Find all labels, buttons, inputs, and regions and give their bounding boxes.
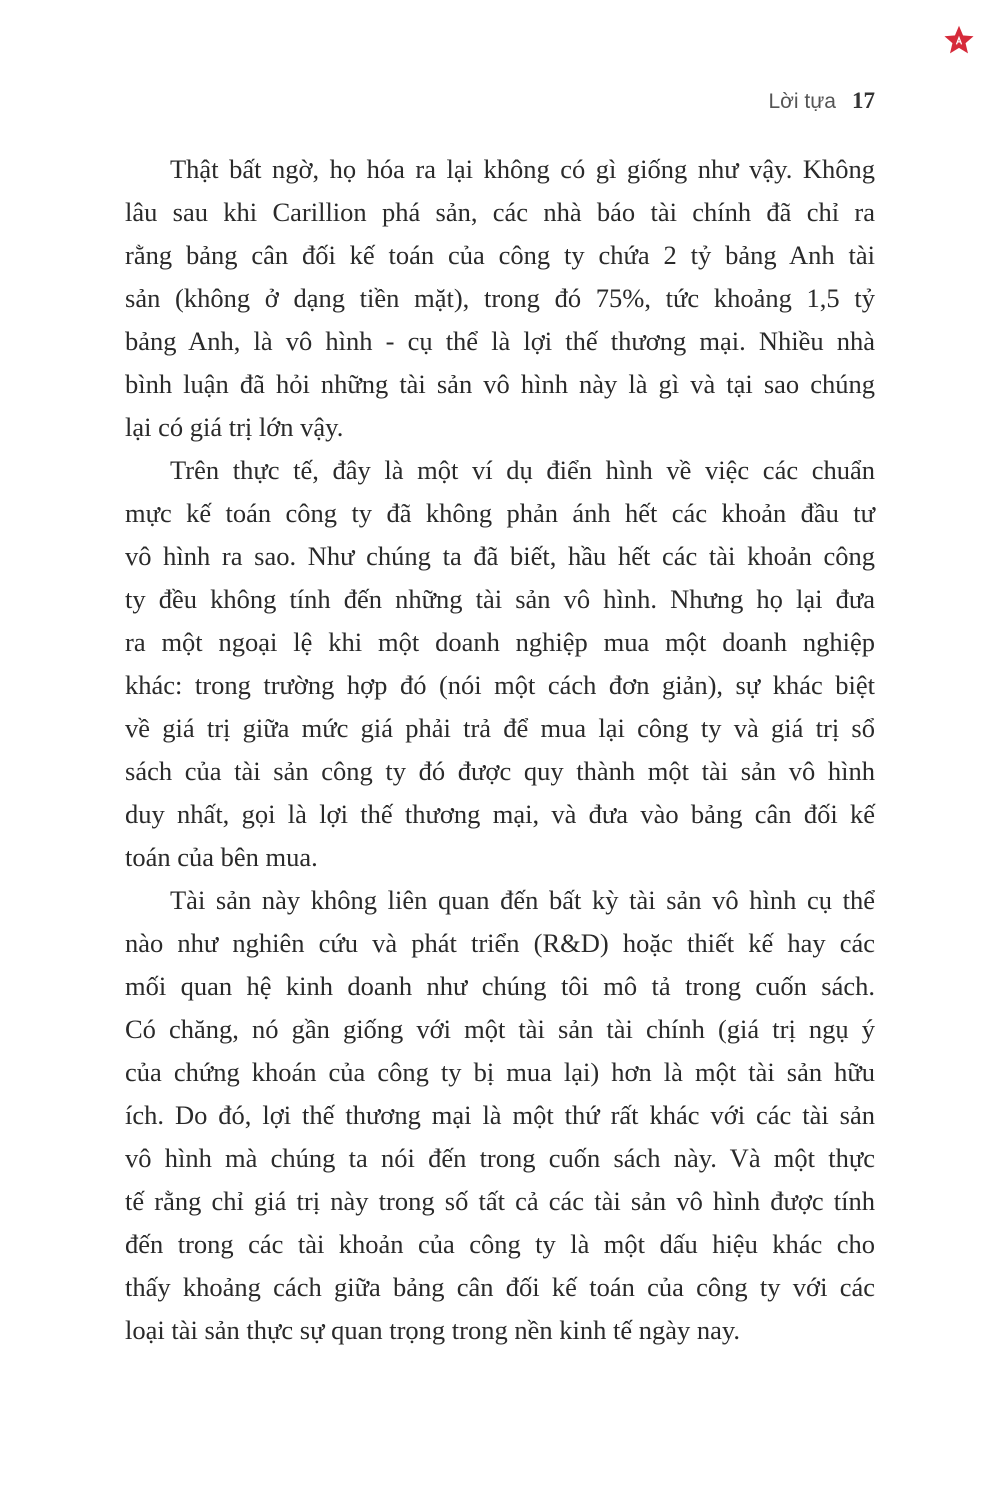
section-title: Lời tựa (768, 90, 836, 113)
text-line: Tài sản này không liên quan đến bất kỳ tài sản vô hình cụ thể (170, 885, 875, 915)
text-line: duy nhất, gọi là lợi thế thương mại, và đưa vào bảng cân đối kế (125, 799, 875, 829)
text-line: vô hình mà chúng ta nói đến trong cuốn sách này. Và một thực (125, 1143, 875, 1173)
paragraph (125, 148, 875, 449)
text-line: lại có giá trị lớn vậy. (125, 412, 344, 442)
text-line: Thật bất ngờ, họ hóa ra lại không có gì giống như vậy. Không (170, 154, 875, 184)
text-line: Trên thực tế, đây là một ví dụ điển hình về việc các chuẩn (170, 455, 875, 485)
text-line: vô hình ra sao. Như chúng ta đã biết, hầu hết các tài khoản công (125, 541, 875, 571)
flower-logo-icon (942, 24, 976, 58)
paragraph (125, 449, 875, 879)
publisher-logo (942, 24, 976, 58)
running-header (768, 88, 875, 114)
text-line: nào như nghiên cứu và phát triển (R&D) hoặc thiết kế hay các (125, 928, 875, 958)
text-line: toán của bên mua. (125, 842, 318, 872)
page-number: 17 (852, 88, 875, 113)
text-line: bảng Anh, là vô hình - cụ thể là lợi thế thương mại. Nhiều nhà (125, 326, 875, 356)
paragraph (125, 879, 875, 1352)
text-line: ty đều không tính đến những tài sản vô hình. Nhưng họ lại đưa (125, 584, 875, 614)
text-line: tế rằng chỉ giá trị này trong số tất cả các tài sản vô hình được tính (125, 1186, 875, 1216)
text-line: ra một ngoại lệ khi một doanh nghiệp mua một doanh nghiệp (125, 627, 875, 657)
text-line: của chứng khoán của công ty bị mua lại) hơn là một tài sản hữu (125, 1057, 875, 1087)
text-line: bình luận đã hỏi những tài sản vô hình này là gì và tại sao chúng (125, 369, 875, 399)
text-line: khác: trong trường hợp đó (nói một cách đơn giản), sự khác biệt (125, 670, 875, 700)
text-line: Có chăng, nó gần giống với một tài sản tài chính (giá trị ngụ ý (125, 1014, 875, 1044)
text-line: mực kế toán công ty đã không phản ánh hết các khoản đầu tư (125, 498, 875, 528)
body-text (125, 148, 875, 1352)
text-line: ích. Do đó, lợi thế thương mại là một thứ rất khác với các tài sản (125, 1100, 875, 1130)
text-line: về giá trị giữa mức giá phải trả để mua lại công ty và giá trị sổ (125, 713, 875, 743)
text-line: lâu sau khi Carillion phá sản, các nhà báo tài chính đã chỉ ra (125, 197, 875, 227)
text-line: loại tài sản thực sự quan trọng trong nền kinh tế ngày nay. (125, 1315, 741, 1345)
text-line: đến trong các tài khoản của công ty là một dấu hiệu khác cho (125, 1229, 875, 1259)
text-line: sản (không ở dạng tiền mặt), trong đó 75%, tức khoảng 1,5 tỷ (125, 283, 875, 313)
text-line: rằng bảng cân đối kế toán của công ty chứa 2 tỷ bảng Anh tài (125, 240, 875, 270)
text-line: mối quan hệ kinh doanh như chúng tôi mô tả trong cuốn sách. (125, 971, 875, 1001)
text-line: sách của tài sản công ty đó được quy thành một tài sản vô hình (125, 756, 875, 786)
text-line: thấy khoảng cách giữa bảng cân đối kế toán của công ty với các (125, 1272, 875, 1302)
